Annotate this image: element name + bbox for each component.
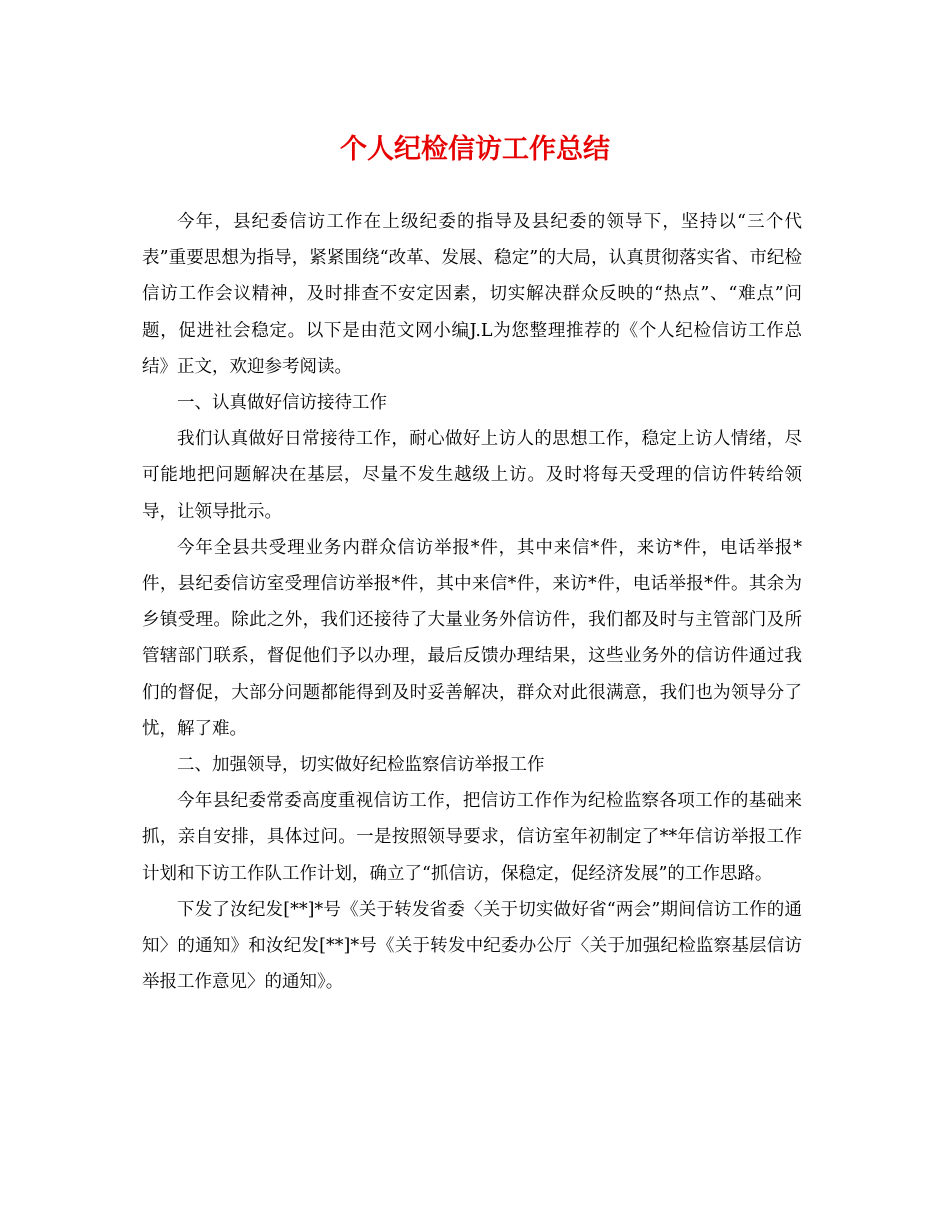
paragraph-statistics: 今年全县共受理业务内群众信访举报*件，其中来信*件，来访*件，电话举报*件，县纪委信访室受理信访举报*件，其中来信*件，来访*件，电话举报*件。其余为乡镇受理。除此之外，我们还接待了大量业务外信访件，我们都及时与主管部门及所管辖部门联系，督促他们予以办理，最后反馈办理结果，这些业务外的信访件通过我们的督促，大部分问题都能得到及时妥善解决，群众对此很满意，我们也为领导分了忧，解了难。 — [142, 537, 802, 739]
paragraph-reception: 我们认真做好日常接待工作，耐心做好上访人的思想工作，稳定上访人情绪，尽可能地把问题解决在基层，尽量不发生越级上访。及时将每天受理的信访件转给领导，让领导批示。 — [142, 429, 802, 522]
document-body — [142, 204, 802, 1000]
paragraph-documents: 下发了汝纪发[**]*号《关于转发省委〈关于切实做好省“两会”期间信访工作的通知〉的通知》和汝纪发[**]*号《关于转发中纪委办公厅〈关于加强纪检监察基层信访举报工作意见〉的通知》。 — [142, 899, 802, 993]
paragraph-intro: 今年，县纪委信访工作在上级纪委的指导及县纪委的领导下，坚持以“三个代表”重要思想为指导，紧紧围绕“改革、发展、稳定”的大局，认真贯彻落实省、市纪检信访工作会议精神，及时排查不安定因素，切实解决群众反映的“热点”、“难点”问题，促进社会稳定。以下是由范文网小编J.L为您整理推荐的《个人纪检信访工作总结》正文，欢迎参考阅读。 — [142, 212, 802, 377]
section-heading-2: 二、加强领导，切实做好纪检监察信访举报工作 — [177, 755, 545, 776]
paragraph-leadership: 今年县纪委常委高度重视信访工作，把信访工作作为纪检监察各项工作的基础来抓，亲自安排，具体过问。一是按照领导要求，信访室年初制定了**年信访举报工作计划和下访工作队工作计划，确立了“抓信访，保稳定，促经济发展”的工作思路。 — [142, 791, 802, 884]
document-title: 个人纪检信访工作总结 — [340, 134, 610, 165]
section-heading-1: 一、认真做好信访接待工作 — [177, 393, 387, 414]
